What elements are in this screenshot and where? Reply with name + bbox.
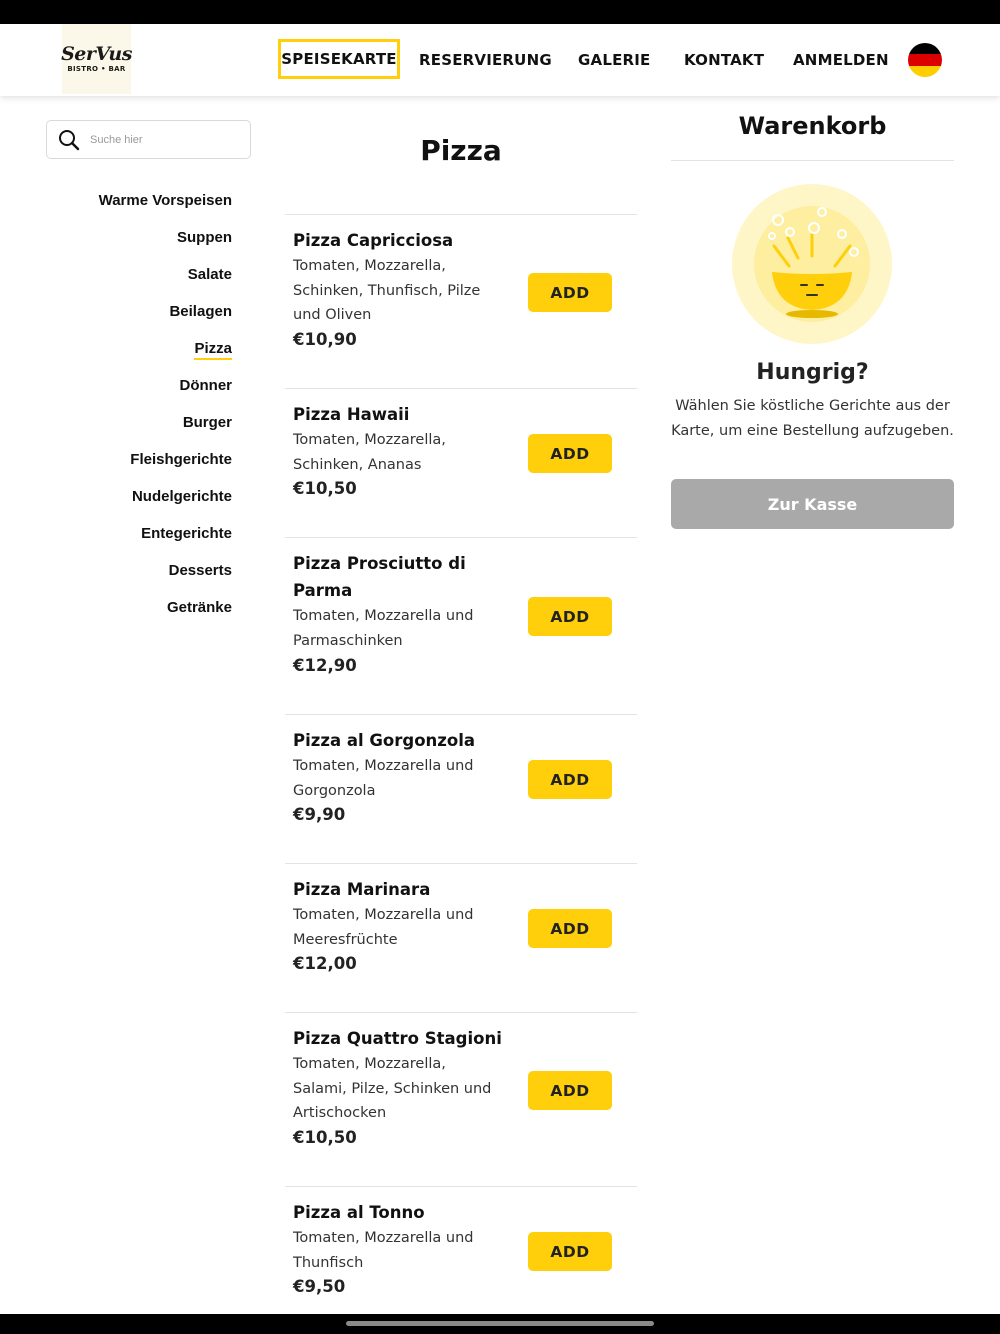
cart-title: Warenkorb bbox=[738, 112, 887, 140]
category-dönner[interactable]: Dönner bbox=[179, 377, 232, 394]
home-indicator[interactable] bbox=[346, 1321, 654, 1326]
category-fleishgerichte[interactable]: Fleishgerichte bbox=[130, 451, 232, 468]
cart-empty-title: Hungrig? bbox=[756, 360, 869, 385]
add-to-cart-button[interactable]: ADD bbox=[528, 909, 612, 948]
category-burger[interactable]: Burger bbox=[182, 414, 232, 431]
cart-divider bbox=[671, 160, 954, 161]
item-description: Tomaten, Mozzarella und Meeresfrüchte bbox=[293, 907, 474, 948]
add-to-cart-button[interactable]: ADD bbox=[528, 597, 612, 636]
status-bar bbox=[0, 0, 1000, 24]
logo-subtitle: BISTRO • BAR bbox=[67, 65, 126, 73]
item-price: €10,90 bbox=[293, 330, 357, 349]
checkout-button[interactable]: Zur Kasse bbox=[671, 479, 954, 529]
nav-speisekarte[interactable]: SPEISEKARTE bbox=[278, 39, 400, 79]
category-pizza[interactable]: Pizza bbox=[194, 340, 232, 360]
item-price: €10,50 bbox=[293, 1128, 357, 1147]
item-price: €9,50 bbox=[293, 1277, 346, 1296]
item-description: Tomaten, Mozzarella und Gorgonzola bbox=[293, 758, 474, 799]
category-beilagen[interactable]: Beilagen bbox=[169, 303, 232, 320]
item-name: Pizza al Gorgonzola bbox=[293, 731, 476, 750]
header bbox=[0, 24, 1000, 96]
menu-item bbox=[285, 714, 637, 863]
item-name: Pizza Hawaii bbox=[293, 405, 410, 424]
search-box bbox=[46, 120, 251, 159]
german-flag-icon[interactable] bbox=[908, 43, 942, 77]
logo-script: SerVus bbox=[61, 43, 132, 65]
category-entegerichte[interactable]: Entegerichte bbox=[141, 525, 232, 542]
nav-reservierung[interactable]: RESERVIERUNG bbox=[419, 51, 552, 69]
nav-galerie[interactable]: GALERIE bbox=[578, 51, 651, 69]
item-description: Tomaten, Mozzarella und Thunfisch bbox=[293, 1230, 474, 1271]
item-price: €10,50 bbox=[293, 479, 357, 498]
item-name: Pizza Capricciosa bbox=[293, 231, 454, 250]
menu-item bbox=[285, 214, 637, 388]
item-description: Tomaten, Mozzarella und Parmaschinken bbox=[293, 608, 474, 649]
item-name: Pizza Marinara bbox=[293, 880, 431, 899]
item-price: €9,90 bbox=[293, 805, 346, 824]
empty-bowl-icon bbox=[732, 184, 892, 344]
item-description: Tomaten, Mozzarella, Schinken, Ananas bbox=[293, 432, 446, 473]
cart-empty-text: Wählen Sie köstliche Gerichte aus der Karte, um eine Bestellung aufzugeben. bbox=[671, 398, 954, 439]
add-to-cart-button[interactable]: ADD bbox=[528, 1232, 612, 1271]
menu-item bbox=[285, 863, 637, 1012]
item-name: Pizza Quattro Stagioni bbox=[293, 1029, 502, 1048]
add-to-cart-button[interactable]: ADD bbox=[528, 434, 612, 473]
category-nudelgerichte[interactable]: Nudelgerichte bbox=[131, 488, 232, 505]
add-to-cart-button[interactable]: ADD bbox=[528, 760, 612, 799]
search-input[interactable] bbox=[90, 134, 240, 146]
item-price: €12,90 bbox=[293, 656, 357, 675]
logo[interactable] bbox=[62, 24, 131, 94]
item-name: Pizza Prosciutto di Parma bbox=[293, 554, 466, 600]
add-to-cart-button[interactable]: ADD bbox=[528, 273, 612, 312]
add-to-cart-button[interactable]: ADD bbox=[528, 1071, 612, 1110]
item-description: Tomaten, Mozzarella, Salami, Pilze, Schinken und Artischocken bbox=[293, 1056, 492, 1121]
item-price: €12,00 bbox=[293, 954, 357, 973]
category-suppen[interactable]: Suppen bbox=[177, 229, 232, 246]
category-desserts[interactable]: Desserts bbox=[168, 562, 232, 579]
item-name: Pizza al Tonno bbox=[293, 1203, 425, 1222]
nav-kontakt[interactable]: KONTAKT bbox=[684, 51, 765, 69]
category-getränke[interactable]: Getränke bbox=[166, 599, 232, 616]
category-warme-vorspeisen[interactable]: Warme Vorspeisen bbox=[98, 192, 232, 209]
menu-item bbox=[285, 1012, 637, 1186]
menu-item bbox=[285, 537, 637, 714]
search-icon bbox=[58, 129, 80, 151]
section-title: Pizza bbox=[420, 134, 502, 167]
category-salate[interactable]: Salate bbox=[187, 266, 232, 283]
item-description: Tomaten, Mozzarella, Schinken, Thunfisch, Pilze und Oliven bbox=[293, 258, 481, 323]
menu-item bbox=[285, 1186, 637, 1314]
menu-item bbox=[285, 388, 637, 537]
nav-anmelden[interactable]: ANMELDEN bbox=[793, 51, 889, 69]
